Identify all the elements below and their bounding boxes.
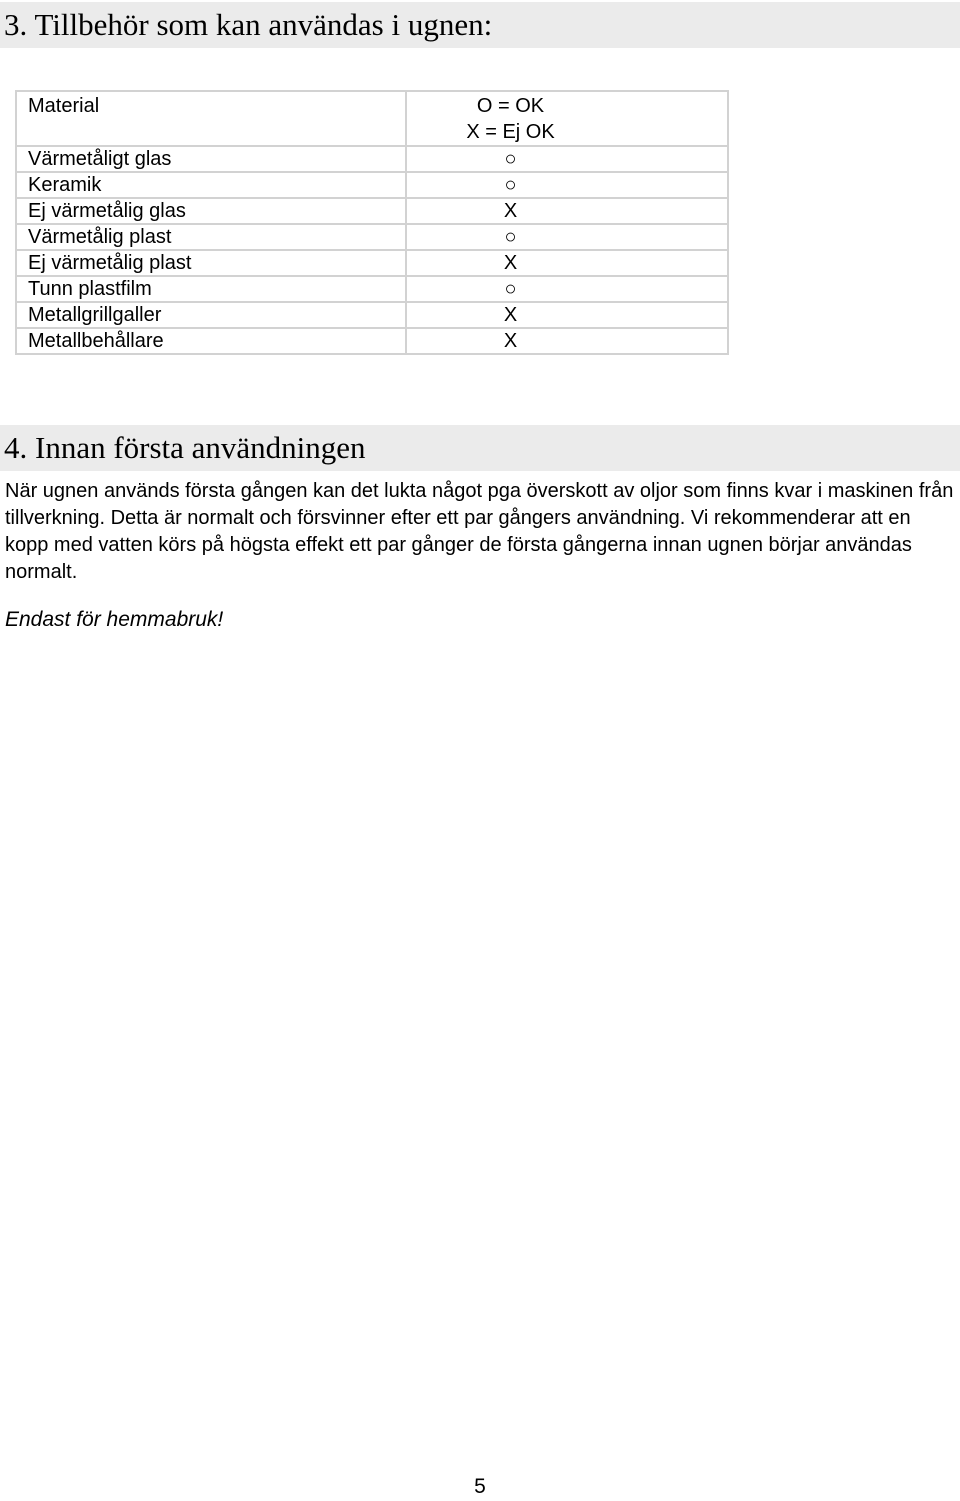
first-use-paragraph: När ugnen används första gången kan det lukta något pga överskott av oljor som finns kvar i maskinen från tillverkning. Detta är normalt och försvinner efter ett par gångers användning. Vi rekommenderar att en kopp med vatten körs på högsta effekt ett par gånger de första gångerna innan ugnen börjar användas normalt.: [5, 480, 954, 583]
table-row: [16, 276, 728, 302]
page-number: 5: [474, 1475, 486, 1498]
status-cell: X: [406, 250, 728, 276]
status-cell: ○: [406, 224, 728, 250]
accessories-table: [15, 90, 729, 355]
legend-not-ok: X = Ej OK: [466, 120, 555, 143]
status-cell: X: [406, 302, 728, 328]
status-cell: X: [406, 198, 728, 224]
status-cell: ○: [406, 172, 728, 198]
legend-ok: O = OK: [476, 94, 545, 117]
material-header: Material: [16, 91, 406, 146]
section-4-heading: 4. Innan första användningen: [0, 425, 960, 471]
material-cell: Metallgrillgaller: [16, 302, 406, 328]
material-cell: Ej värmetålig glas: [16, 198, 406, 224]
status-cell: ○: [406, 276, 728, 302]
section-3-heading: 3. Tillbehör som kan användas i ugnen:: [0, 2, 960, 48]
material-cell: Värmetåligt glas: [16, 146, 406, 172]
table-row: [16, 172, 728, 198]
home-use-note: Endast för hemmabruk!: [5, 608, 224, 631]
table-row: [16, 250, 728, 276]
legend-header: [406, 91, 728, 146]
status-cell: X: [406, 328, 728, 354]
table-row: [16, 146, 728, 172]
material-cell: Tunn plastfilm: [16, 276, 406, 302]
table-header-row: [16, 91, 728, 146]
status-cell: ○: [406, 146, 728, 172]
material-cell: Värmetålig plast: [16, 224, 406, 250]
material-cell: Metallbehållare: [16, 328, 406, 354]
table-row: [16, 302, 728, 328]
table-row: [16, 224, 728, 250]
table-row: [16, 328, 728, 354]
material-cell: Ej värmetålig plast: [16, 250, 406, 276]
table-row: [16, 198, 728, 224]
material-cell: Keramik: [16, 172, 406, 198]
